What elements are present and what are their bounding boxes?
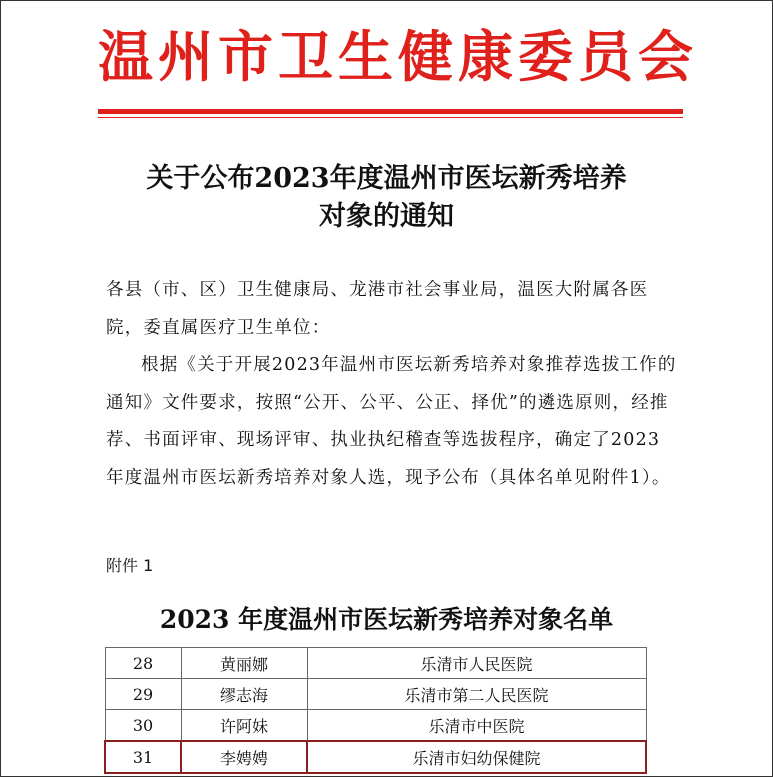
list-title: 2023 年度温州市医坛新秀培养对象名单: [159, 605, 614, 634]
red-divider-thin: [98, 117, 683, 118]
row-name: 缪志海: [181, 679, 307, 710]
document-body: [106, 272, 678, 497]
row-unit: 乐清市中医院: [307, 710, 646, 742]
salutation: 各县（市、区）卫生健康局、龙港市社会事业局，温医大附属各医院，委直属医疗卫生单位：: [106, 280, 649, 338]
row-number: 30: [105, 710, 181, 742]
row-number: 31: [105, 741, 181, 773]
document-title-line-2: 对象的通知: [319, 201, 454, 232]
red-divider-thick: [98, 109, 683, 114]
table-row-highlighted: [105, 741, 646, 773]
row-name: 黄丽娜: [181, 648, 307, 679]
row-number: 28: [105, 648, 181, 679]
document-title-line-1: 关于公布2023年度温州市医坛新秀培养: [146, 163, 627, 194]
attachment-label: 附件 1: [106, 556, 154, 575]
row-name: 许阿妹: [181, 710, 307, 742]
document-title: [100, 160, 673, 236]
table-row: [105, 648, 646, 679]
body-paragraph: 根据《关于开展2023年温州市医坛新秀培养对象推荐选拔工作的通知》文件要求，按照“公开、公平、公正、择优”的遴选原则，经推荐、书面评审、现场评审、执业执纪稽查等选拔程序，确定了2023年度温州市医坛新秀培养对象人选，现予公布（具体名单见附件1）。: [106, 355, 677, 488]
table-row: [105, 679, 646, 710]
row-unit: 乐清市妇幼保健院: [307, 741, 646, 773]
row-name: 李娉娉: [181, 741, 307, 773]
row-unit: 乐清市第二人民医院: [307, 679, 646, 710]
issuer-header: 温州市卫生健康委员会: [98, 25, 699, 89]
table-row: [105, 710, 646, 742]
row-unit: 乐清市人民医院: [307, 648, 646, 679]
row-number: 29: [105, 679, 181, 710]
roster-table: [104, 647, 647, 774]
